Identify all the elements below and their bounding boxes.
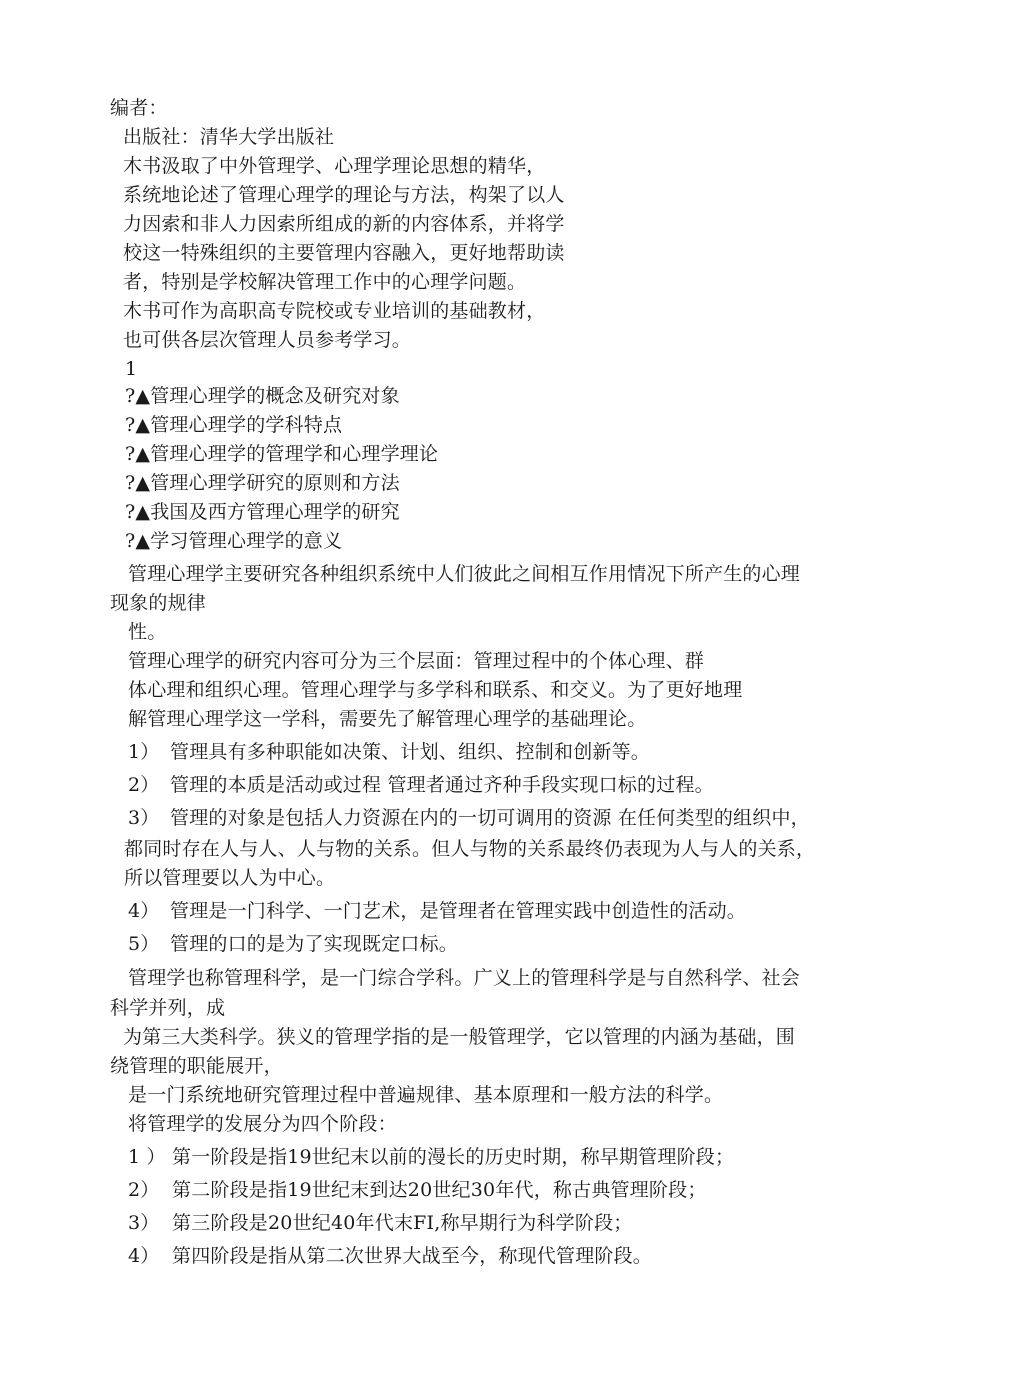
list-item	[128, 1145, 734, 1169]
list-item-number: 1 ）	[128, 1146, 166, 1168]
list-item	[128, 1178, 707, 1202]
list-item-number: 5）	[128, 933, 160, 955]
objective-item: ?▲我国及西方管理心理学的研究	[125, 501, 400, 523]
paragraph-line: 解管理心理学这一学科，需要先了解管理心理学的基础理论。	[128, 708, 647, 730]
paragraph-line: 是一门系统地研究管理过程中普遍规律、基本原理和一般方法的科学。	[128, 1084, 724, 1106]
objective-item: ?▲管理心理学研究的原则和方法	[125, 472, 400, 494]
objective-item: ?▲管理心理学的学科特点	[125, 414, 343, 436]
intro-line: 木书可作为高职高专院校或专业培训的基础教材，	[123, 300, 546, 322]
list-item-number: 3）	[128, 1212, 160, 1234]
list-item	[128, 1211, 632, 1235]
paragraph-line: 现象的规律	[110, 592, 207, 614]
paragraph-line: 性。	[128, 621, 167, 643]
intro-line: 校这一特殊组织的主要管理内容融入，更好地帮助读	[123, 242, 565, 264]
objective-item: ?▲学习管理心理学的意义	[125, 530, 343, 552]
paragraph-line: 为第三大类科学。狭义的管理学指的是一般管理学，它以管理的内涵为基础，围	[123, 1026, 796, 1048]
list-item	[128, 773, 714, 797]
list-item-number: 2）	[128, 1179, 160, 1201]
list-item-text: 第一阶段是指19世纪末以前的漫长的历史时期，称早期管理阶段；	[172, 1146, 735, 1168]
intro-line: 木书汲取了中外管理学、心理学理论思想的精华，	[123, 155, 546, 177]
intro-line: 也可供各层次管理人员参考学习。	[123, 329, 412, 351]
list-item	[128, 740, 650, 764]
intro-line: 力因索和非人力因索所组成的新的内容体系，并将学	[123, 213, 565, 235]
list-item-text: 管理的本质是活动或过程 管理者通过齐种手段实现口标的过程。	[170, 774, 714, 796]
paragraph-line: 将管理学的发展分为四个阶段：	[128, 1113, 397, 1135]
list-item-number: 4）	[128, 900, 160, 922]
chapter-number: 1	[125, 358, 138, 380]
editor-label: 编者：	[110, 97, 168, 119]
list-item	[128, 932, 458, 956]
paragraph-line: 管理心理学主要研究各种组织系统中人们彼此之间相互作用情况下所产生的心理	[128, 563, 801, 585]
paragraph-line: 管理心理学的研究内容可分为三个层面：管理过程中的个体心理、群	[128, 650, 705, 672]
list-item-number: 1）	[128, 741, 160, 763]
list-item-text: 管理的对象是包括人力资源在内的一切可调用的资源 在任何类型的组织中，	[170, 807, 810, 829]
paragraph-line: 管理学也称管理科学，是一门综合学科。广义上的管理科学是与自然科学、社会	[128, 967, 801, 989]
list-item	[128, 899, 746, 923]
paragraph-line: 绕管理的职能展开，	[110, 1055, 283, 1077]
intro-line: 者，特别是学校解决管理工作中的心理学问题。	[123, 271, 527, 293]
publisher-line: 出版社：清华大学出版社	[123, 126, 335, 148]
list-item-number: 4）	[128, 1245, 160, 1267]
list-item-text: 管理具有多种职能如决策、计划、组织、控制和创新等。	[170, 741, 651, 763]
list-item-text: 第二阶段是指19世纪末到达20世纪30年代，称古典管理阶段；	[172, 1179, 707, 1201]
paragraph-line: 体心理和组织心理。管理心理学与多学科和联系、和交义。为了更好地理	[128, 679, 743, 701]
list-item-number: 2）	[128, 774, 160, 796]
list-item-text: 管理的口的是为了实现既定口标。	[170, 933, 459, 955]
paragraph-line: 科学并列，成	[110, 997, 226, 1019]
list-item-continuation: 都同时存在人与人、人与物的关系。但人与物的关系最终仍表现为人与人的关系，	[124, 838, 816, 860]
list-item-text: 第四阶段是指从第二次世界大战至今，称现代管理阶段。	[172, 1245, 653, 1267]
list-item-number: 3）	[128, 807, 160, 829]
objective-item: ?▲管理心理学的管理学和心理学理论	[125, 443, 439, 465]
objective-item: ?▲管理心理学的概念及研究对象	[125, 385, 400, 407]
list-item	[128, 806, 810, 830]
intro-line: 系统地论述了管理心理学的理论与方法，构架了以人	[123, 184, 565, 206]
list-item-continuation: 所以管理要以人为中心。	[124, 867, 336, 889]
list-item	[128, 1244, 652, 1268]
list-item-text: 第三阶段是20世纪40年代末FI,称早期行为科学阶段；	[172, 1212, 633, 1234]
list-item-text: 管理是一门科学、一门艺术，是管理者在管理实践中创造性的活动。	[170, 900, 747, 922]
